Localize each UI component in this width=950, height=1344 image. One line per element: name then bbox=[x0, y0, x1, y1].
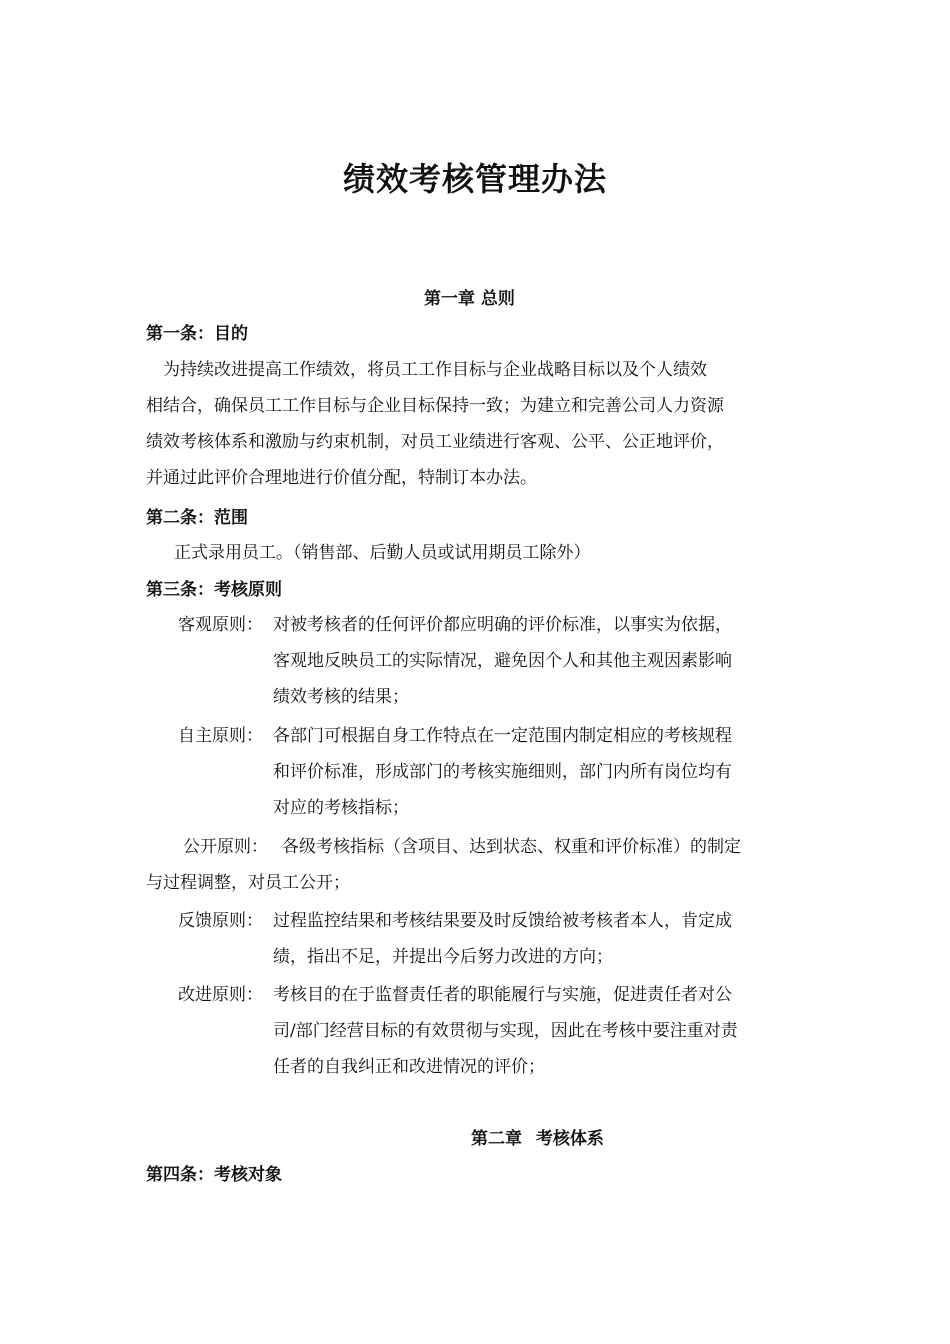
principle-feedback-text bbox=[273, 903, 732, 975]
principle-autonomy-text bbox=[273, 718, 732, 826]
principle-line: 任者的自我纠正和改进情况的评价； bbox=[273, 1057, 545, 1077]
principle-feedback-label: 反馈原则： bbox=[178, 911, 263, 931]
principle-line: 过程监控结果和考核结果要及时反馈给被考核者本人，肯定成 bbox=[273, 911, 732, 931]
article-2-heading: 第二条：范围 bbox=[146, 508, 248, 528]
article-2-text: 正式录用员工。（销售部、后勤人员或试用期员工除外） bbox=[174, 543, 591, 563]
paragraph-line: 绩效考核体系和激励与约束机制，对员工业绩进行客观、公平、公正地评价， bbox=[146, 432, 724, 452]
paragraph-line: 并通过此评价合理地进行价值分配，特制订本办法。 bbox=[146, 468, 537, 488]
principle-improvement-text bbox=[273, 977, 738, 1085]
chapter-2-title: 第二章 考核体系 bbox=[471, 1129, 604, 1149]
article-1-paragraph bbox=[146, 352, 724, 496]
principle-autonomy-label: 自主原则： bbox=[178, 726, 263, 746]
principle-improvement-label: 改进原则： bbox=[178, 985, 263, 1005]
principle-objective-label: 客观原则： bbox=[178, 615, 263, 635]
principle-line: 对被考核者的任何评价都应明确的评价标准，以事实为依据， bbox=[273, 615, 732, 635]
principle-line: 各部门可根据自身工作特点在一定范围内制定相应的考核规程 bbox=[273, 726, 732, 746]
principle-line: 绩，指出不足，并提出今后努力改进的方向； bbox=[273, 947, 613, 967]
paragraph-line: 相结合，确保员工工作目标与企业目标保持一致；为建立和完善公司人力资源 bbox=[146, 396, 724, 416]
principle-openness-text-line2: 与过程调整，对员工公开； bbox=[146, 873, 350, 893]
paragraph-line: 为持续改进提高工作绩效，将员工工作目标与企业战略目标以及个人绩效 bbox=[146, 360, 707, 380]
principle-openness-label: 公开原则： bbox=[183, 837, 268, 857]
article-3-heading: 第三条：考核原则 bbox=[146, 580, 282, 600]
principle-line: 和评价标准，形成部门的考核实施细则，部门内所有岗位均有 bbox=[273, 762, 732, 782]
article-1-heading: 第一条：目的 bbox=[146, 324, 248, 344]
principle-line: 司/部门经营目标的有效贯彻与实现，因此在考核中要注重对责 bbox=[273, 1021, 738, 1041]
principle-line: 绩效考核的结果； bbox=[273, 687, 409, 707]
chapter-1-title: 第一章 总则 bbox=[424, 289, 515, 309]
principle-objective-text bbox=[273, 607, 732, 715]
principle-line: 客观地反映员工的实际情况，避免因个人和其他主观因素影响 bbox=[273, 651, 732, 671]
principle-openness-text-line1: 各级考核指标（含项目、达到状态、权重和评价标准）的制定 bbox=[282, 837, 741, 857]
principle-line: 对应的考核指标； bbox=[273, 798, 409, 818]
principle-line: 考核目的在于监督责任者的职能履行与实施，促进责任者对公 bbox=[273, 985, 732, 1005]
document-title: 绩效考核管理办法 bbox=[342, 160, 607, 198]
article-4-heading: 第四条：考核对象 bbox=[146, 1165, 282, 1185]
